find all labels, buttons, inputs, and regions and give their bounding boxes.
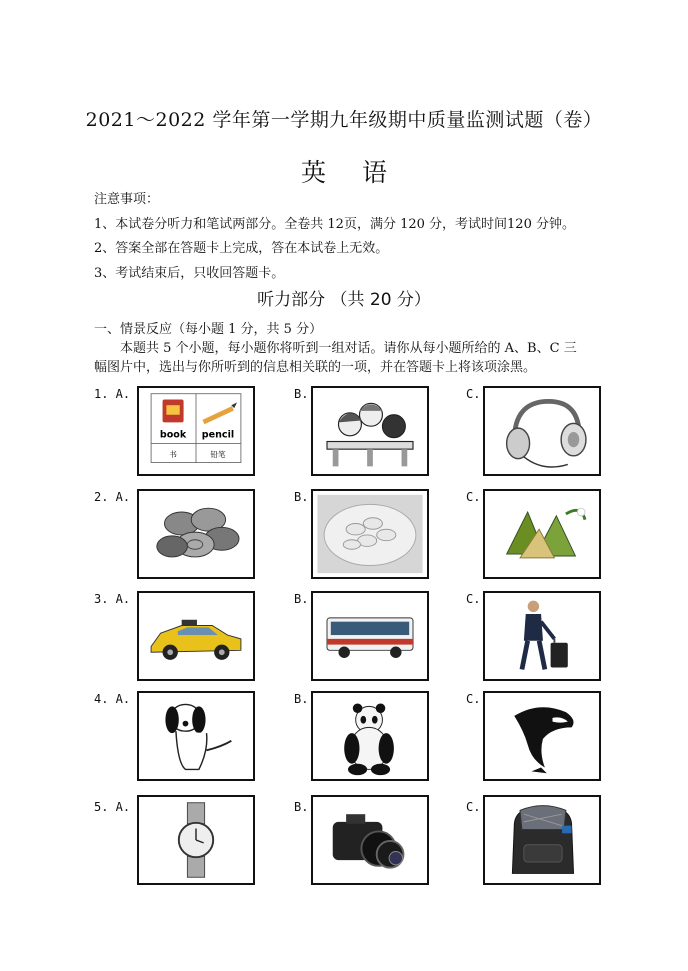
card-word-cn-book: 书 [169,449,177,459]
notes-section [94,188,614,286]
bus-icon [313,593,427,679]
option-label: B. [294,387,309,401]
option-image-zongzi[interactable] [483,489,601,579]
man-with-suitcase-icon [485,593,599,679]
instructions [94,339,604,377]
notes-heading: 注意事项： [94,192,160,207]
mooncakes-icon [139,491,253,577]
part-title: 一、情景反应（每小题 1 分，共 5 分） [94,322,323,337]
option-image-dumplings[interactable] [311,489,429,579]
card-word-cn-pencil: 铅笔 [210,449,226,459]
question-label: 2. A. [94,490,131,504]
book-pencil-card-icon [139,388,253,474]
option-image-watch[interactable] [137,795,255,885]
question-label: 4. A. [94,692,131,706]
dog-icon [139,693,253,779]
dumplings-plate-icon [313,491,427,577]
section-title: 听力部分 （共 20 分） [257,290,431,310]
option-image-students[interactable] [311,386,429,476]
option-image-panda[interactable] [311,691,429,781]
option-image-backpack[interactable] [483,795,601,885]
option-label: C. [466,592,481,606]
instruction-line: 幅图片中，选出与你所听到的信息相关联的一项，并在答题卡上将该项涂黑。 [94,360,537,375]
note-item: 3、考试结束后，只收回答题卡。 [94,265,285,281]
option-label: C. [466,490,481,504]
taxi-icon [139,593,253,679]
option-image-bus[interactable] [311,591,429,681]
camera-icon [313,797,427,883]
exam-title: 2021～2022 学年第一学期九年级期中质量监测试题（卷） [85,109,603,131]
note-item: 2、答案全部在答题卡上完成，答在本试卷上无效。 [94,241,389,256]
option-label: B. [294,800,309,814]
option-label: C. [466,692,481,706]
option-image-traveler[interactable] [483,591,601,681]
card-word-book: book [159,429,187,441]
subject-title: 英语 [300,158,423,187]
wristwatch-icon [139,797,253,883]
panda-icon [313,693,427,779]
option-label: C. [466,387,481,401]
question-label: 1. A. [94,387,131,401]
dolphin-icon [485,693,599,779]
students-at-desks-icon [313,388,427,474]
zongzi-icon [485,491,599,577]
instruction-line: 本题共 5 个小题，每小题你将听到一组对话。请你从每小题所给的 A、B、C 三 [120,341,577,356]
question-label: 3. A. [94,592,131,606]
option-image-dolphin[interactable] [483,691,601,781]
option-image-dog[interactable] [137,691,255,781]
option-image-camera[interactable] [311,795,429,885]
headphones-icon [485,388,599,474]
option-label: B. [294,592,309,606]
option-image-taxi[interactable] [137,591,255,681]
card-word-pencil: pencil [201,429,235,441]
backpack-icon [485,797,599,883]
option-image-mooncakes[interactable] [137,489,255,579]
option-image-book-pencil[interactable] [137,386,255,476]
option-label: C. [466,800,481,814]
note-item: 1、本试卷分听力和笔试两部分。全卷共 12页，满分 120 分，考试时间120 分钟。 [94,216,575,232]
option-label: B. [294,692,309,706]
option-image-headphones[interactable] [483,386,601,476]
option-label: B. [294,490,309,504]
question-label: 5. A. [94,800,131,814]
